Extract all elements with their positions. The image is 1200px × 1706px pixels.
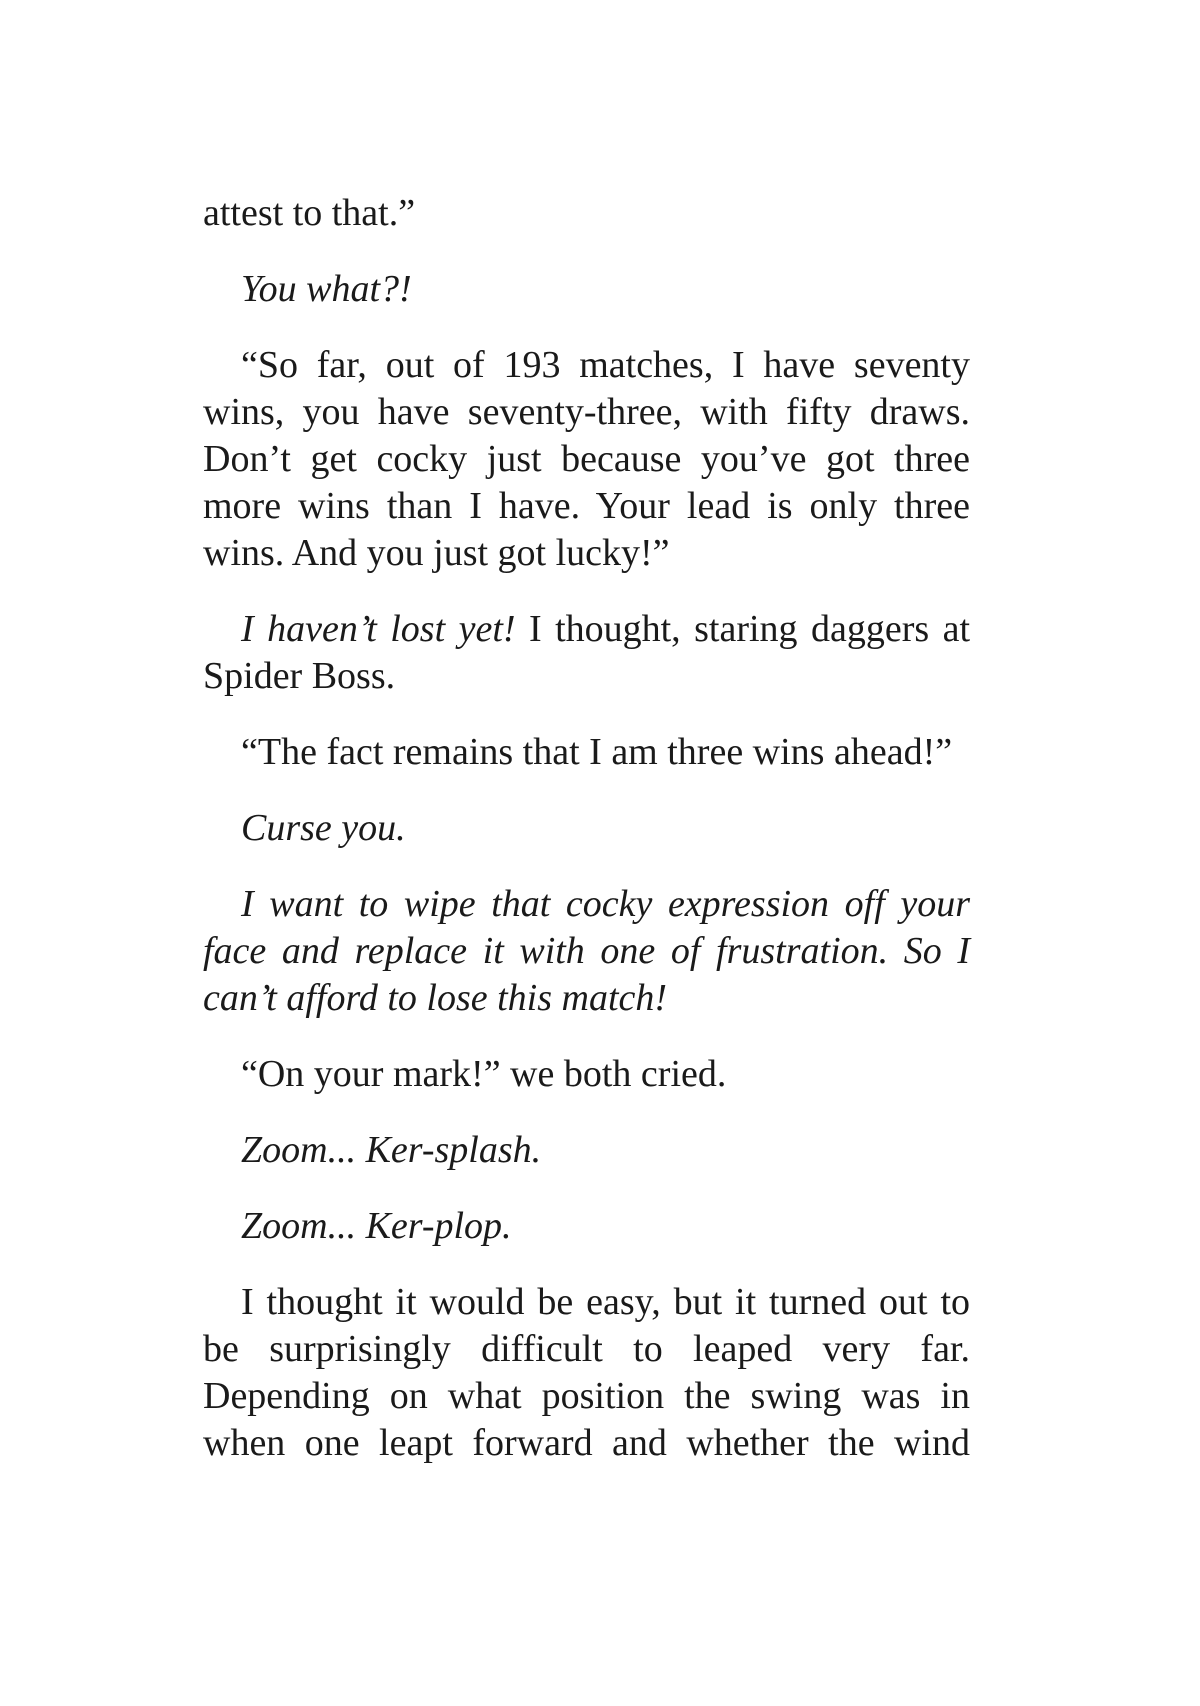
paragraph-curse-you: [203, 805, 970, 852]
dialogue-text: “On your mark!” we both cried.: [241, 1053, 727, 1095]
italic-thought: You what?!: [241, 268, 412, 310]
narration-text: I thought it would be easy, but it turned out to be surprisingly difficult to leaped very far. Depending on what position the swing was in when one leapt forward and whether the wind: [203, 1281, 970, 1464]
paragraph-ker-plop: [203, 1203, 970, 1250]
body-text: [203, 190, 970, 1496]
paragraph-ker-splash: [203, 1127, 970, 1174]
narration-text: I thought, staring daggers at Spider Boss.: [203, 608, 971, 697]
sound-effect: Zoom... Ker-splash.: [241, 1129, 542, 1171]
italic-thought: I haven’t lost yet!: [241, 608, 516, 650]
dialogue-text: “The fact remains that I am three wins ahead!”: [241, 731, 953, 773]
paragraph-three-wins-ahead: [203, 729, 970, 776]
italic-thought: Curse you.: [241, 807, 406, 849]
paragraph-wipe-expression: [203, 881, 970, 1022]
paragraph-surprisingly-difficult: [203, 1279, 970, 1467]
paragraph-havent-lost: [203, 606, 970, 700]
sound-effect: Zoom... Ker-plop.: [241, 1205, 512, 1247]
dialogue-text: “So far, out of 193 matches, I have seventy wins, you have seventy-three, with fifty draws. Don’t get cocky just because you’ve got three more wins than I have. Your lead is only three wins. And you just got lucky!”: [203, 344, 970, 574]
paragraph-match-record: [203, 342, 970, 577]
text-segment: attest to that.”: [203, 192, 416, 234]
italic-thought: I want to wipe that cocky expression off your face and replace it with one of frustration. So I can’t afford to lose this match!: [203, 883, 970, 1019]
paragraph-on-your-mark: [203, 1051, 970, 1098]
paragraph-you-what: [203, 266, 970, 313]
paragraph-attest: [203, 190, 970, 237]
